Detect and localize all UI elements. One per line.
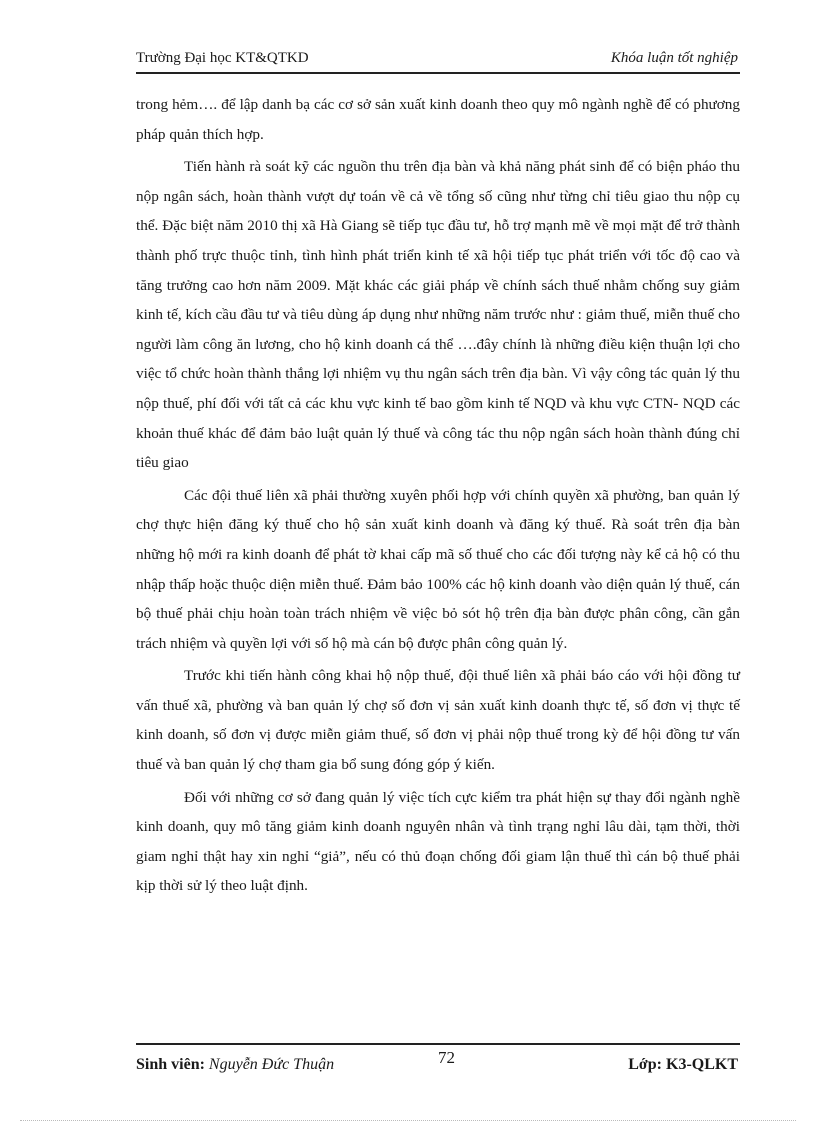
page-number: 72: [438, 1048, 455, 1067]
paragraph-5: Đối với những cơ sở đang quản lý việc tích cực kiểm tra phát hiện sự thay đổi ngành nghề kinh doanh, quy mô tăng giảm kinh doanh nguyên nhân và tình trạng nghỉ lâu dài, tạm thời, thời giam nghỉ thật hay xin nghỉ “giả”, nếu có thủ đoạn chống đối giam lận thuế thì cán bộ thuế phải kịp thời sử lý theo luật định.: [136, 788, 740, 895]
header-school: Trường Đại học KT&QTKD: [136, 50, 309, 66]
student-name: Nguyễn Đức Thuận: [208, 1056, 335, 1073]
footer-divider: [136, 1043, 740, 1045]
paragraph-3: Các đội thuế liên xã phải thường xuyên phối hợp với chính quyền xã phường, ban quản lý chợ thực hiện đăng ký thuế cho hộ sản xuất kinh doanh và đăng ký thuế. Rà soát trên địa bàn những hộ mới ra kinh doanh để phát tờ khai cấp mã số thuế cho các đối tượng này kể cả hộ có thu nhập thấp hoặc thuộc diện miễn thuế. Đảm bảo 100% các hộ kinh doanh vào diện quản lý thuế, cán bộ thuế phải chịu hoàn toàn trách nhiệm về việc bỏ sót hộ trên địa bàn được phân công, cần gắn trách nhiệm và quyền lợi với số hộ mà cán bộ được phân công quản lý.: [136, 486, 740, 652]
header-doc-type: Khóa luận tốt nghiệp: [610, 50, 738, 66]
student-label: Sinh viên:: [136, 1056, 205, 1073]
page-edge-divider: [20, 1120, 796, 1121]
footer-class: Lớp: K3-QLKT: [628, 1056, 738, 1073]
paragraph-1: trong hẻm…. để lập danh bạ các cơ sở sản xuất kinh doanh theo quy mô ngành nghề để có phương pháp quản thích hợp.: [136, 96, 740, 143]
page-footer: [136, 1048, 740, 1080]
body-text: [136, 90, 740, 904]
paragraph-2: Tiến hành rà soát kỹ các nguồn thu trên địa bàn và khả năng phát sinh để có biện pháo thu nộp ngân sách, hoàn thành vượt dự toán về cả về tổng số cũng như từng chỉ tiêu giao thu nộp cụ thể. Đặc biệt năm 2010 thị xã Hà Giang sẽ tiếp tục đầu tư, hỗ trợ mạnh mẽ về mọi mặt để trở thành thành phố trực thuộc tỉnh, tình hình phát triển kinh tế xã hội tiếp tục phát triển với tốc độ cao và tăng trưởng cao hơn năm 2009. Mặt khác các giải pháp về chính sách thuế nhằm chống suy giảm kinh tế, kích cầu đầu tư và tiêu dùng áp dụng như những năm trước như : giảm thuế, miễn thuế cho người làm công ăn lương, cho hộ kinh doanh cá thể ….đây chính là những điều kiện thuận lợi cho việc tổ chức hoàn thành thắng lợi nhiệm vụ thu ngân sách trên địa bàn. Vì vậy công tác quản lý thu nộp thuế, phí đối với tất cả các khu vực kinh tế bao gồm kinh tế NQD và khu vực CTN- NQD các khoản thuế khác để đảm bảo luật quản lý thuế và công tác thu nộp ngân sách hoàn thành đúng chỉ tiêu giao: [136, 158, 740, 472]
paragraph-4: Trước khi tiến hành công khai hộ nộp thuế, đội thuế liên xã phải báo cáo với hội đồng tư vấn thuế xã, phường và ban quản lý chợ số đơn vị sản xuất kinh doanh thực tế, số đơn vị thực tế kinh doanh, số đơn vị được miễn giảm thuế, số đơn vị phải nộp thuế trong kỳ để hội đồng tư vấn thuế và ban quản lý chợ tham gia bổ sung đóng góp ý kiến.: [136, 667, 740, 774]
footer-student: [136, 1056, 334, 1074]
page-header: [136, 48, 740, 74]
